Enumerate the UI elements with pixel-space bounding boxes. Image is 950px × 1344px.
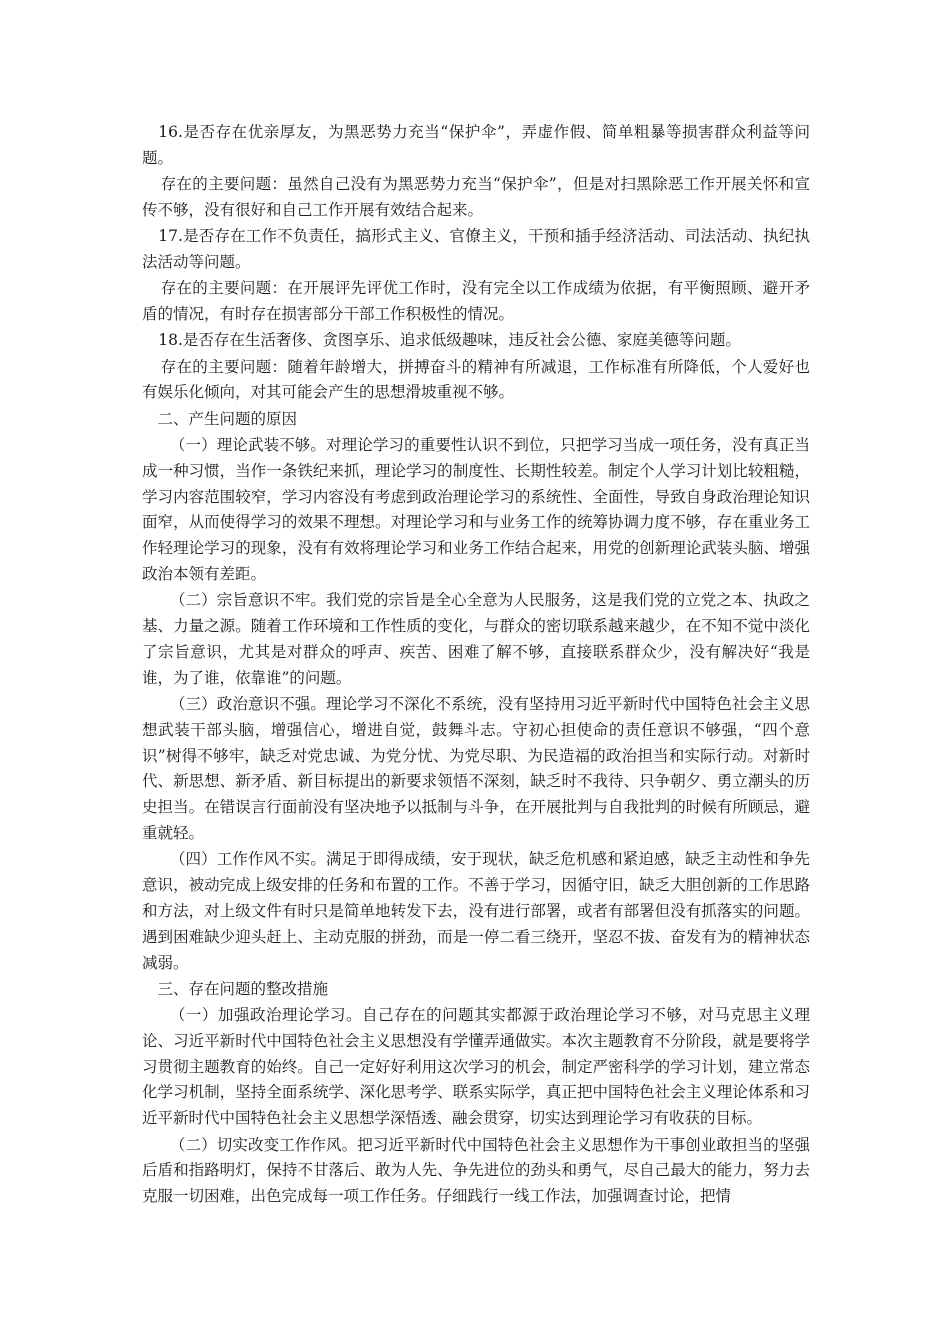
measure-2: （二）切实改变工作作风。把习近平新时代中国特色社会主义思想作为干事创业敢担当的坚强后盾和指路明灯，保持不甘落后、敢为人先、争先进位的劲头和勇气，尽自己最大的能力，努力去克服一切困难，出色完成每一项工作任务。仔细践行一线工作法，加强调查讨论，把情: [142, 1135, 810, 1206]
document-body: [142, 120, 810, 1210]
cause-1: （一）理论武装不够。对理论学习的重要性认识不到位，只把学习当成一项任务，没有真正当成一种习惯，当作一条铁纪来抓，理论学习的制度性、长期性较差。制定个人学习计划比较粗糙，学习内容范围较窄，学习内容没有考虑到政治理论学习的系统性、全面性，导致自身政治理论知识面窄，从而使得学习的效果不理想。对理论学习和与业务工作的统筹协调力度不够，存在重业务工作轻理论学习的现象，没有有效将理论学习和业务工作结合起来，用党的创新理论武装头脑、增强政治本领有差距。: [142, 436, 810, 584]
question-17: 17.是否存在工作不负责任，搞形式主义、官僚主义，干预和插手经济活动、司法活动、执纪执法活动等问题。: [142, 227, 810, 271]
answer-17: 存在的主要问题：在开展评先评优工作时，没有完全以工作成绩为依据，有平衡照顾、避开矛盾的情况，有时存在损害部分干部工作积极性的情况。: [142, 279, 810, 324]
answer-16: 存在的主要问题：虽然自己没有为黑恶势力充当“保护伞”，但是对扫黑除恶工作开展关怀和宣传不够，没有很好和自己工作开展有效结合起来。: [142, 175, 810, 219]
question-16: 16.是否存在优亲厚友，为黑恶势力充当“保护伞”，弄虚作假、简单粗暴等损害群众利益等问题。: [142, 123, 810, 167]
measure-1: （一）加强政治理论学习。自己存在的问题其实都源于政治理论学习不够，对马克思主义理论、习近平新时代中国特色社会主义思想没有学懂弄通做实。本次主题教育不分阶段，就是要将学习贯彻主题教育的始终。自己一定好好利用这次学习的机会，制定严密科学的学习计划，建立常态化学习机制，坚持全面系统学、深化思考学、联系实际学，真正把中国特色社会主义理论体系和习近平新时代中国特色社会主义思想学深悟透、融会贯穿，切实达到理论学习有收获的目标。: [142, 1006, 810, 1128]
answer-18: 存在的主要问题：随着年龄增大，拼搏奋斗的精神有所减退，工作标准有所降低，个人爱好也有娱乐化倾向，对其可能会产生的思想滑坡重视不够。: [142, 357, 810, 402]
question-18: 18.是否存在生活奢侈、贪图享乐、追求低级趣味，违反社会公德、家庭美德等问题。: [158, 331, 741, 350]
section-heading-causes: 二、产生问题的原因: [157, 409, 298, 428]
section-heading-measures: 三、存在问题的整改措施: [157, 979, 329, 998]
cause-3: （三）政治意识不强。理论学习不深化不系统，没有坚持用习近平新时代中国特色社会主义思想武装干部头脑，增强信心，增进自觉，鼓舞斗志。守初心担使命的责任意识不够强，“四个意识”树得不够牢，缺乏对党忠诚、为党分忧、为党尽职、为民造福的政治担当和实际行动。对新时代、新思想、新矛盾、新目标提出的新要求领悟不深刻，缺乏时不我待、只争朝夕、勇立潮头的历史担当。在错误言行面前没有坚决地予以抵制与斗争，在开展批判与自我批判的时候有所顾忌，避重就轻。: [142, 695, 810, 843]
cause-2: （二）宗旨意识不牢。我们党的宗旨是全心全意为人民服务，这是我们党的立党之本、执政之基、力量之源。随着工作环境和工作性质的变化，与群众的密切联系越来越少，在不知不觉中淡化了宗旨意识，尤其是对群众的呼声、疾苦、困难了解不够，直接联系群众少，没有解决好“我是谁，为了谁，依靠谁”的问题。: [142, 591, 810, 687]
cause-4: （四）工作作风不实。满足于即得成绩，安于现状，缺乏危机感和紧迫感，缺乏主动性和争先意识，被动完成上级安排的任务和布置的工作。不善于学习，因循守旧，缺乏大胆创新的工作思路和方法，对上级文件有时只是简单地转发下去，没有进行部署，或者有部署但没有抓落实的问题。遇到困难缺少迎头赶上、主动克服的拼劲，而是一停二看三绕开，坚忍不拔、奋发有为的精神状态减弱。: [142, 850, 810, 972]
